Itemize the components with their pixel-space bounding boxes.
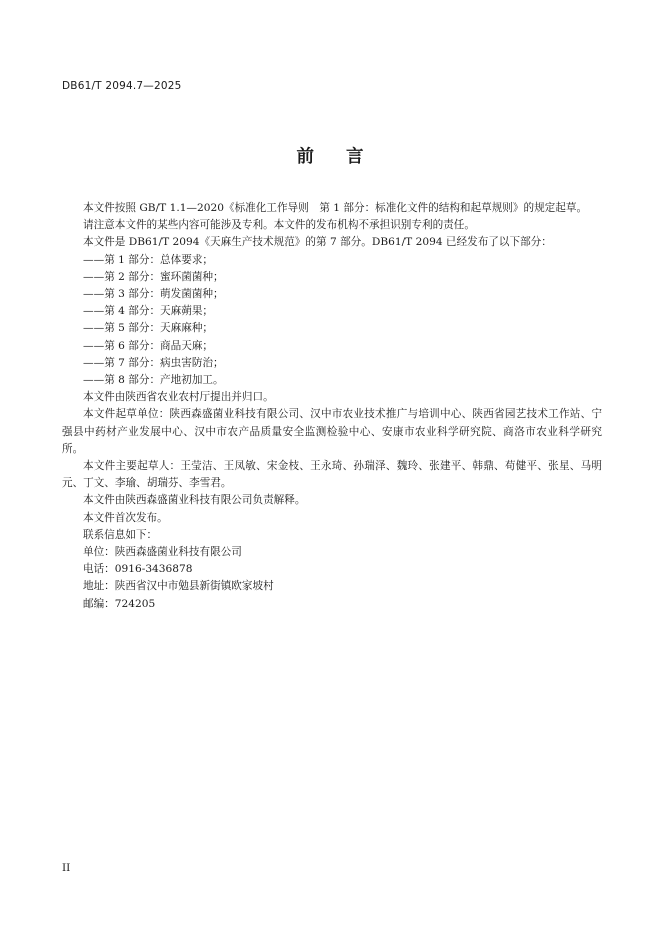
page-number: II xyxy=(62,862,71,874)
paragraph: 本文件主要起草人：王莹洁、王凤敏、宋金枝、王永琦、孙瑞泽、魏玲、张建平、韩鼎、苟健平、张星、马明元、丁文、李瑜、胡瑞芬、李雪君。 xyxy=(62,460,602,490)
contact-line: 单位：陕西森盛菌业科技有限公司 xyxy=(83,546,242,559)
foreword-body xyxy=(62,200,602,613)
paragraph: 联系信息如下： xyxy=(83,528,158,541)
list-item: ——第 6 部分：商品天麻； xyxy=(83,339,214,352)
paragraph: 本文件首次发布。 xyxy=(83,511,168,524)
contact-line: 地址：陕西省汉中市勉县新街镇欧家坡村 xyxy=(83,580,274,593)
list-item: ——第 7 部分：病虫害防治； xyxy=(83,356,224,369)
title-char-2: 言 xyxy=(346,147,366,167)
page-title xyxy=(0,143,662,168)
list-item: ——第 4 部分：天麻蒴果； xyxy=(83,305,214,318)
paragraph: 本文件起草单位：陕西森盛菌业科技有限公司、汉中市农业技术推广与培训中心、陕西省园艺技术工作站、宁强县中药材产业发展中心、汉中市农产品质量安全监测检验中心、安康市农业科学研究院、商洛市农业科学研究所。 xyxy=(62,408,602,455)
list-item: ——第 5 部分：天麻麻种； xyxy=(83,322,214,335)
list-item: ——第 2 部分：蜜环菌菌种； xyxy=(83,270,224,283)
paragraph: 本文件按照 GB/T 1.1—2020《标准化工作导则 第 1 部分：标准化文件的结构和起草规则》的规定起草。 xyxy=(83,202,588,214)
document-code: DB61/T 2094.7—2025 xyxy=(62,80,182,92)
list-item: ——第 8 部分：产地初加工。 xyxy=(83,374,224,387)
list-item: ——第 1 部分：总体要求； xyxy=(83,253,214,266)
list-item: ——第 3 部分：萌发菌菌种； xyxy=(83,288,224,301)
paragraph: 本文件由陕西省农业农村厅提出并归口。 xyxy=(83,391,274,404)
paragraph: 本文件是 DB61/T 2094《天麻生产技术规范》的第 7 部分。DB61/T 2094 已经发布了以下部分： xyxy=(83,236,552,249)
contact-line: 邮编：724205 xyxy=(83,597,156,610)
contact-line: 电话：0916-3436878 xyxy=(83,563,193,576)
paragraph: 请注意本文件的某些内容可能涉及专利。本文件的发布机构不承担识别专利的责任。 xyxy=(83,219,475,232)
title-char-1: 前 xyxy=(296,147,316,167)
paragraph: 本文件由陕西森盛菌业科技有限公司负责解释。 xyxy=(83,494,306,507)
